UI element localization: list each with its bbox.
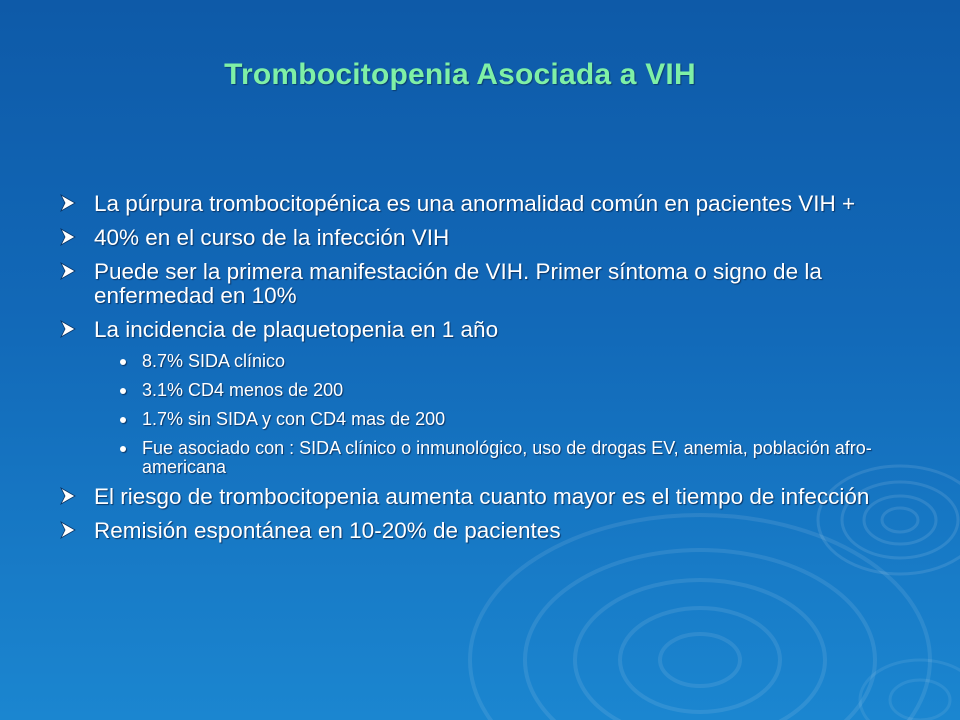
bullet-text: Puede ser la primera manifestación de VIH. Primer síntoma o signo de la enfermedad en 10% — [94, 259, 822, 308]
bullet-item — [58, 485, 908, 509]
bullet-item — [58, 519, 908, 543]
arrowhead-bullet-icon — [60, 487, 76, 505]
bullet-text: Remisión espontánea en 10-20% de pacientes — [94, 518, 561, 543]
dot-bullet-icon — [120, 446, 126, 452]
bullet-text: El riesgo de trombocitopenia aumenta cuanto mayor es el tiempo de infección — [94, 484, 870, 509]
sub-bullet-text: 3.1% CD4 menos de 200 — [142, 380, 344, 400]
sub-bullet-item — [94, 381, 908, 400]
bullet-text: La incidencia de plaquetopenia en 1 año — [94, 317, 499, 342]
sub-bullet-list — [94, 352, 908, 477]
sub-bullet-text: 8.7% SIDA clínico — [142, 351, 286, 371]
bullet-text: La púrpura trombocitopénica es una anormalidad común en pacientes VIH + — [94, 191, 856, 216]
arrowhead-bullet-icon — [60, 194, 76, 212]
sub-bullet-item — [94, 352, 908, 371]
sub-bullet-item — [94, 410, 908, 429]
arrowhead-bullet-icon — [60, 521, 76, 539]
sub-bullet-text: Fue asociado con : SIDA clínico o inmunológico, uso de drogas EV, anemia, población afro-americana — [142, 438, 872, 477]
sub-bullet-item — [94, 439, 908, 477]
bullet-item — [58, 226, 908, 250]
bullet-text: 40% en el curso de la infección VIH — [94, 225, 450, 250]
sub-bullet-text: 1.7% sin SIDA y con CD4 mas de 200 — [142, 409, 446, 429]
slide-title: Trombocitopenia Asociada a VIH — [224, 58, 696, 91]
dot-bullet-icon — [120, 417, 126, 423]
arrowhead-bullet-icon — [60, 228, 76, 246]
arrowhead-bullet-icon — [60, 320, 76, 338]
bullet-item — [58, 192, 908, 216]
bullet-item — [58, 318, 908, 477]
dot-bullet-icon — [120, 359, 126, 365]
bullet-content — [58, 192, 908, 553]
arrowhead-bullet-icon — [60, 262, 76, 280]
bullet-item — [58, 260, 908, 308]
dot-bullet-icon — [120, 388, 126, 394]
